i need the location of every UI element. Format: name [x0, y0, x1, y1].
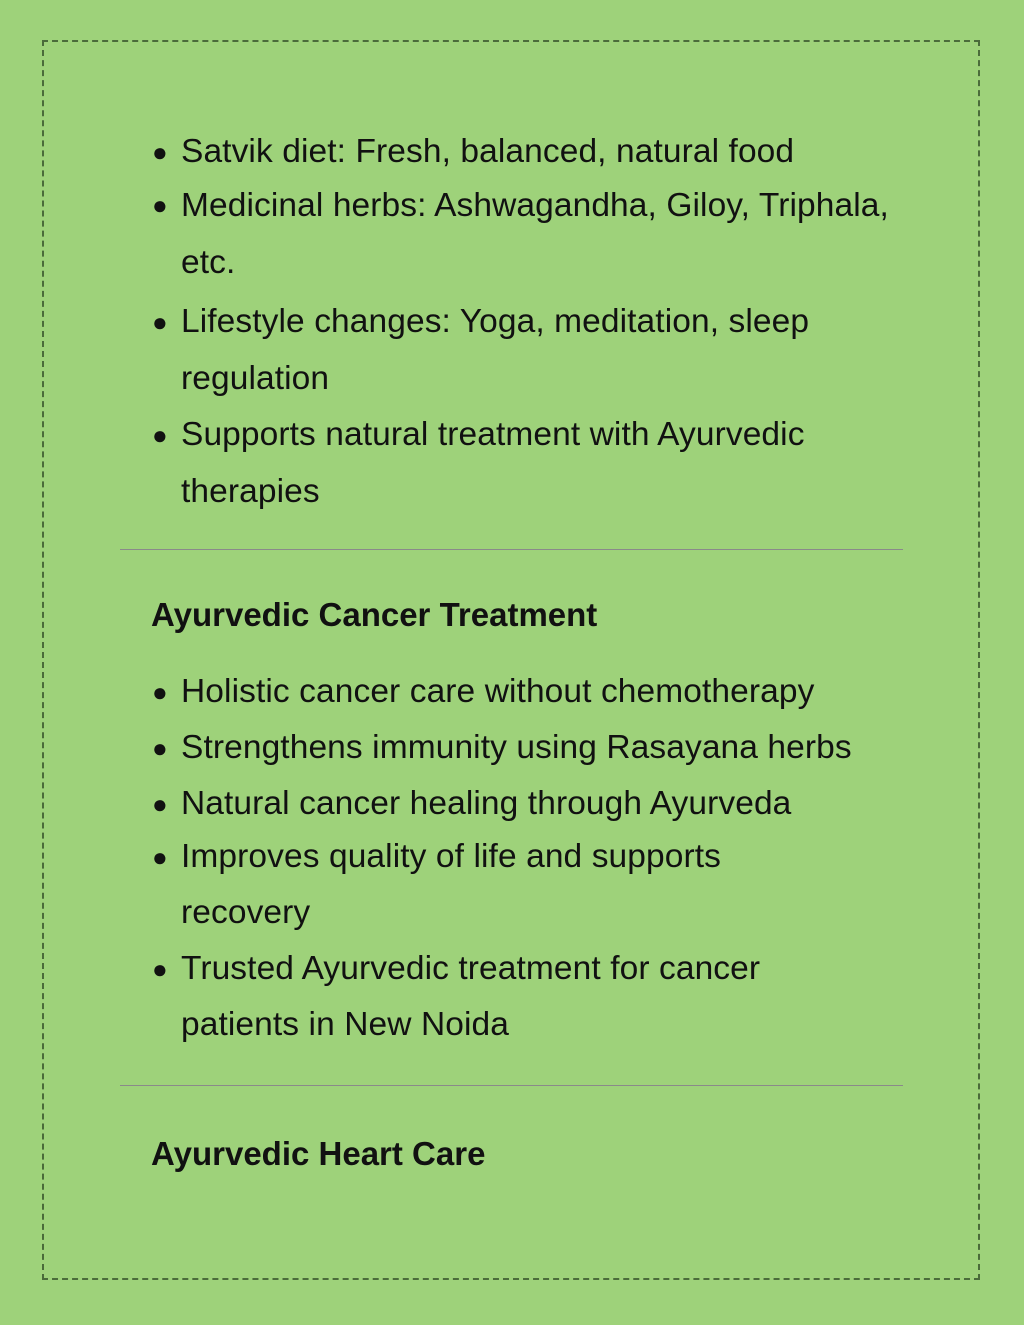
bullet-icon: ●: [152, 677, 168, 707]
list-item-text: Lifestyle changes: Yoga, meditation, sleep regulation: [181, 303, 810, 397]
bullet-icon: ●: [152, 842, 168, 872]
cancer-treatment-list: [152, 664, 922, 1053]
list-item: [152, 407, 912, 520]
list-item: [152, 776, 922, 832]
list-item-text: Trusted Ayurvedic treatment for cancer patients in New Noida: [181, 950, 761, 1043]
bullet-icon: ●: [152, 420, 168, 450]
list-item-text: Holistic cancer care without chemotherapy: [181, 673, 815, 710]
section-heading: Ayurvedic Cancer Treatment: [151, 596, 598, 633]
list-item-text: Medicinal herbs: Ashwagandha, Giloy, Triphala, etc.: [181, 187, 889, 281]
list-item: [152, 720, 922, 776]
section-heading: Ayurvedic Heart Care: [151, 1135, 486, 1172]
list-item-text: Strengthens immunity using Rasayana herbs: [181, 729, 852, 766]
list-item-text: Supports natural treatment with Ayurvedic therapies: [181, 416, 805, 510]
list-item: [152, 829, 821, 941]
bullet-icon: ●: [152, 307, 168, 337]
section-divider: [120, 1085, 903, 1086]
bullet-icon: ●: [152, 954, 168, 984]
list-item-text: Natural cancer healing through Ayurveda: [181, 785, 792, 822]
bullet-icon: ●: [152, 137, 168, 167]
wellness-list: [152, 124, 912, 520]
list-item: [152, 294, 912, 407]
list-item-text: Satvik diet: Fresh, balanced, natural food: [181, 133, 795, 170]
list-item: [152, 177, 912, 291]
list-item: [152, 664, 922, 720]
list-item-text: Improves quality of life and supports recovery: [181, 838, 721, 931]
list-item: [152, 124, 912, 180]
bullet-icon: ●: [152, 789, 168, 819]
bullet-icon: ●: [152, 190, 168, 220]
section-divider: [120, 549, 903, 550]
list-item: [152, 941, 871, 1053]
bullet-icon: ●: [152, 733, 168, 763]
